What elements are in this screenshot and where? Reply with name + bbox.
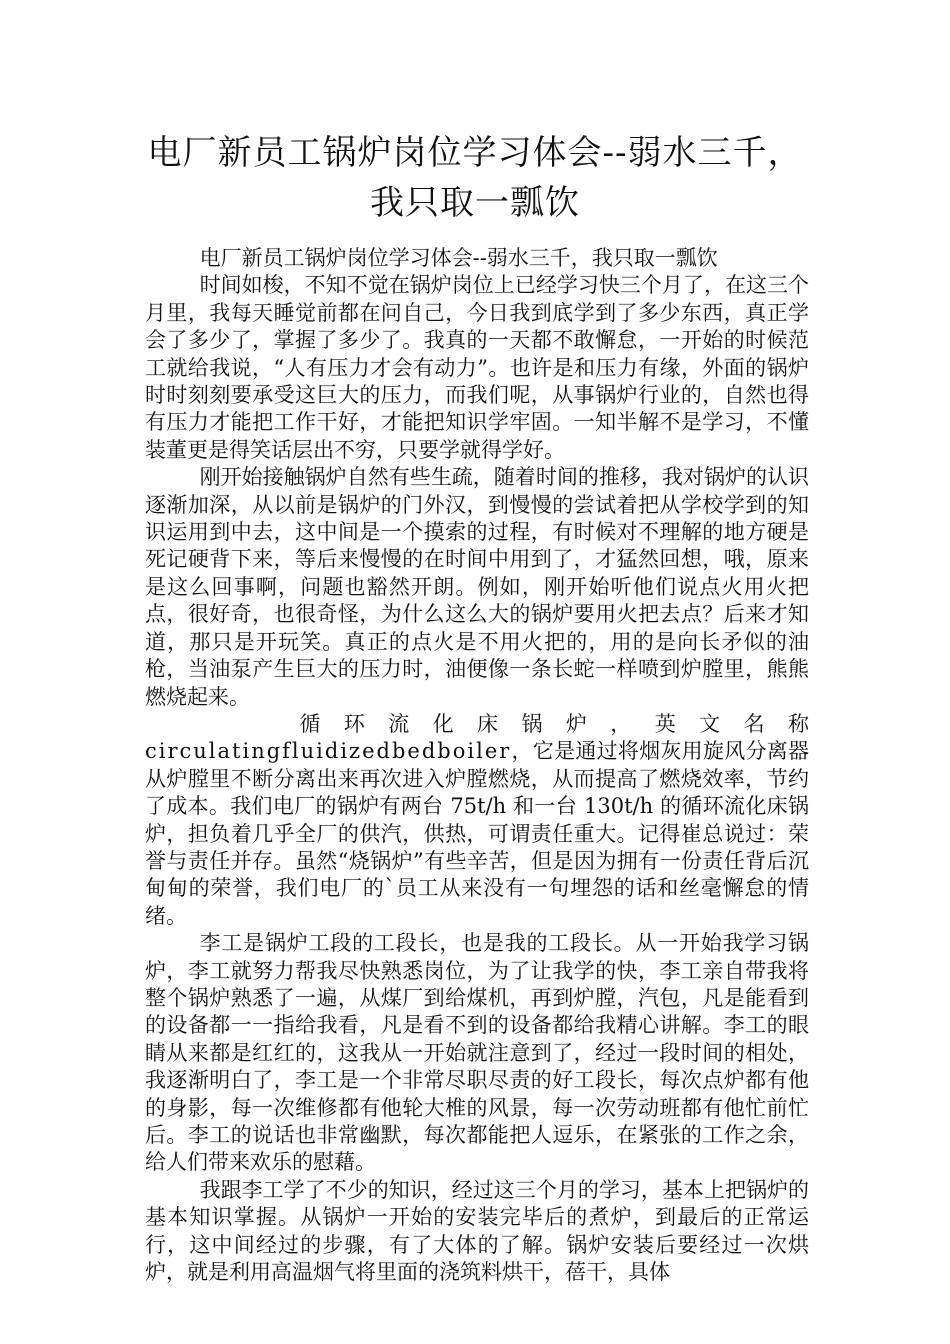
paragraph-3-heading-line xyxy=(145,711,809,738)
document-title xyxy=(100,128,850,228)
paragraph-3 xyxy=(145,738,809,930)
document-body xyxy=(145,245,809,1286)
document-subtitle: 电厂新员工锅炉岗位学习体会--弱水三千，我只取一瓢饮 xyxy=(199,246,718,270)
paragraph-5: 我跟李工学了不少的知识，经过这三个月的学习，基本上把锅炉的基本知识掌握。从锅炉一开始的安装完毕后的煮炉，到最后的正常运行，这中间经过的步骤，有了大体的了解。锅炉安装后要经过一次烘炉，就是利用高温烟气将里面的浇筑料烘干，蓓干，具体 xyxy=(145,1177,809,1285)
title-line-2: 我只取一瓢饮 xyxy=(370,183,580,223)
paragraph-2: 刚开始接触锅炉自然有些生疏，随着时间的推移，我对锅炉的认识逐渐加深，从以前是锅炉的门外汉，到慢慢的尝试着把从学校学到的知识运用到中去，这中间是一个摸索的过程，有时候对不理解的地方硬是死记硬背下来，等后来慢慢的在时间中用到了，才猛然回想，哦，原来是这么回事啊，问题也豁然开朗。例如，刚开始听他们说点火用火把点，很好奇，也很奇怪，为什么这么大的锅炉要用火把去点？后来才知道，那只是开玩笑。真正的点火是不用火把的，用的是向长矛似的油枪，当油泵产生巨大的压力时，油便像一条长蛇一样喷到炉膛里，熊熊燃烧起来。 xyxy=(145,465,809,709)
paragraph-3-rest: ，它是通过将烟灰用旋风分离器从炉膛里不断分离出来再次进入炉膛燃烧，从而提高了燃烧效率，节约了成本。我们电厂的锅炉有两台 75t/h 和一台 130t/h 的循环流化床锅炉，担负着几乎全厂的供汽，供热，可谓责任重大。记得崔总说过：荣誉与责任并存。虽然“烧锅炉”有些辛苦，但是因为拥有一份责任背后沉甸甸的荣誉，我们电厂的`员工从来没有一句埋怨的话和丝毫懈怠的情绪。 xyxy=(145,739,809,928)
paragraph-1: 时间如梭，不知不觉在锅炉岗位上已经学习快三个月了，在这三个月里，我每天睡觉前都在问自己，今日我到底学到了多少东西，真正学会了多少了，掌握了多少了。我真的一天都不敢懈怠，一开始的时候范工就给我说，“人有压力才会有动力”。也许是和压力有缘，外面的锅炉时时刻刻要承受这巨大的压力，而我们呢，从事锅炉行业的，自然也得有压力才能把工作干好，才能把知识学牢固。一知半解不是学习，不懂装董更是得笑话层出不穷，只要学就得学好。 xyxy=(145,273,809,462)
paragraph-3-lead: 循 环 流 化 床 锅 炉 ， 英 文 名 称 xyxy=(291,711,809,736)
english-name: circulatingfluidizedbedboiler xyxy=(145,739,512,764)
paragraph-4: 李工是锅炉工段的工段长，也是我的工段长。从一开始我学习锅炉，李工就努力帮我尽快熟悉岗位，为了让我学的快，李工亲自带我将整个锅炉熟悉了一遍，从煤厂到给煤机，再到炉膛，汽包，凡是能看到的设备都一一指给我看，凡是看不到的设备都给我精心讲解。李工的眼睛从来都是红红的，这我从一开始就注意到了，经过一段时间的相处，我逐渐明白了，李工是一个非常尽职尽责的好工段长，每次点炉都有他的身影，每一次维修都有他轮大椎的风景，每一次劳动班都有他忙前忙后。李工的说话也非常幽默，每次都能把人逗乐，在紧张的工作之余，给人们带来欢乐的慰藉。 xyxy=(145,931,809,1175)
title-line-1: 电厂新员工锅炉岗位学习体会--弱水三千， xyxy=(147,133,803,173)
